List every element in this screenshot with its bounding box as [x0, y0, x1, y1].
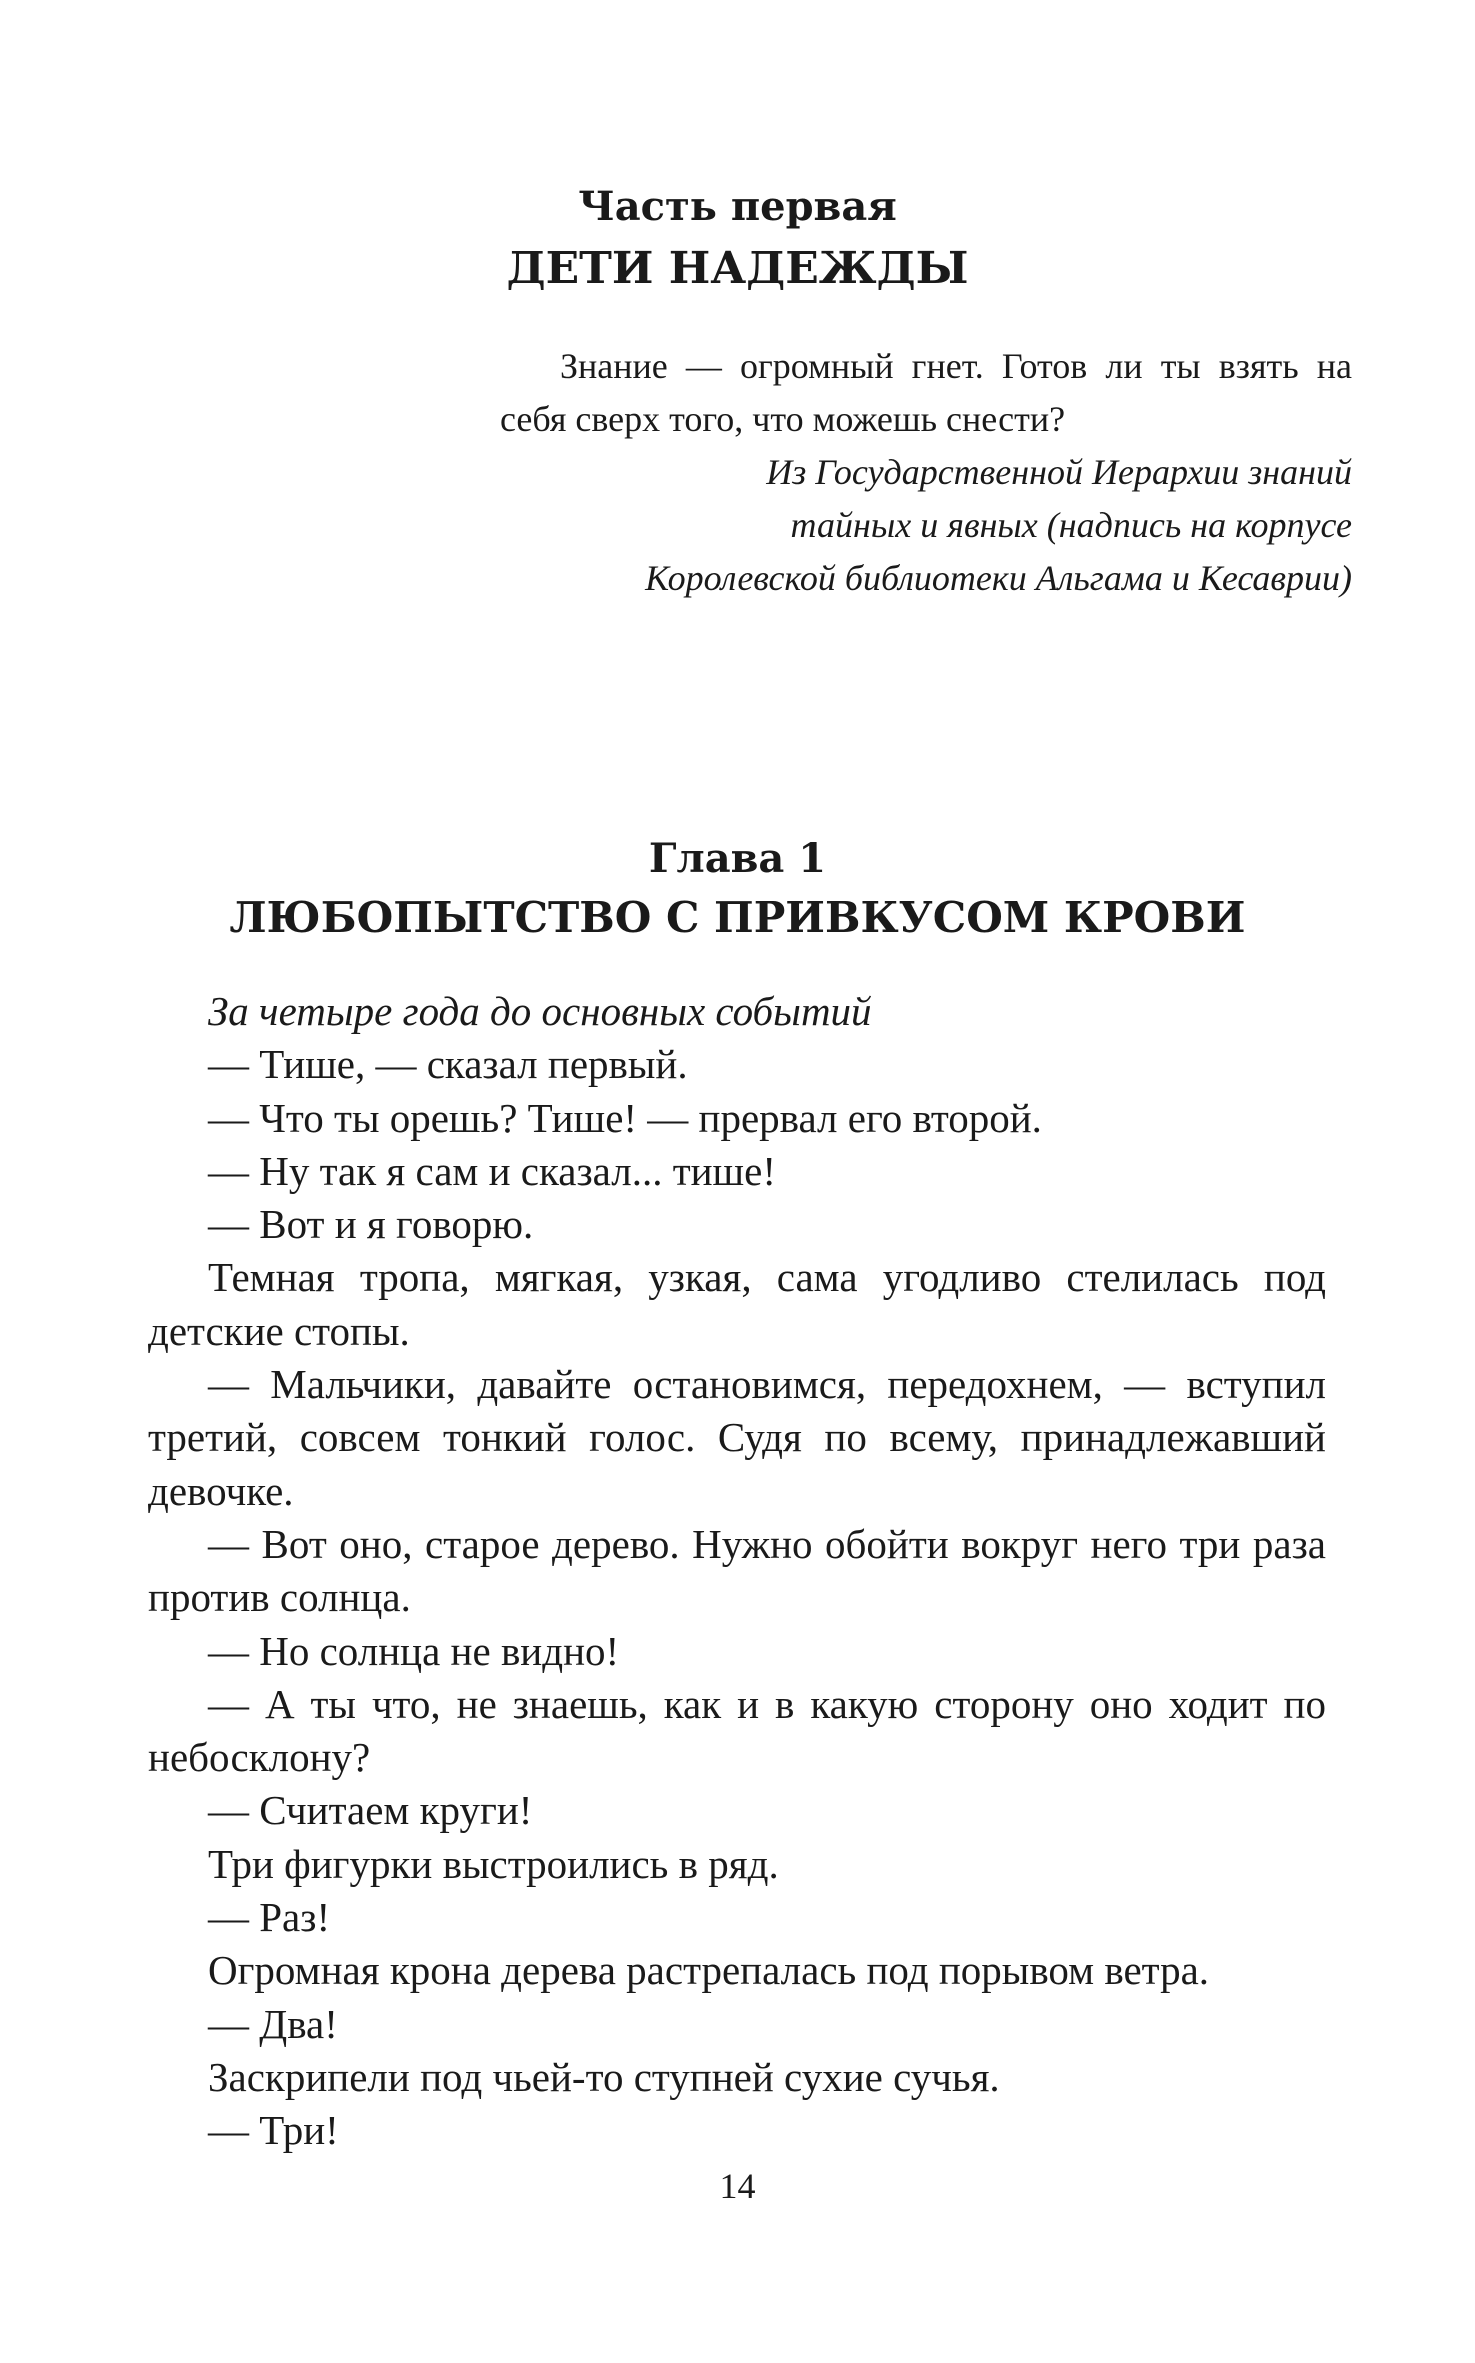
- epigraph-source-line: Королевской библиотеки Альгама и Кесаврии): [645, 558, 1352, 598]
- paragraph: — Считаем круги!: [208, 1787, 533, 1834]
- page-number: 14: [719, 2166, 756, 2206]
- paragraph: — Но солнца не видно!: [208, 1627, 620, 1674]
- paragraph: Темная тропа, мягкая, узкая, сама угодливо стелилась под детские стопы.: [148, 1254, 1326, 1354]
- chapter-title: ЛЮБОПЫТСТВО С ПРИВКУСОМ КРОВИ: [229, 893, 1246, 942]
- paragraph: — Вот оно, старое дерево. Нужно обойти вокруг него три раза против солнца.: [148, 1520, 1326, 1621]
- epigraph-text: Знание — огромный гнет. Готов ли ты взять на себя сверх того, что можешь снести?: [500, 346, 1352, 439]
- paragraph: Три фигурки выстроились в ряд.: [208, 1840, 779, 1887]
- paragraph: Заскрипели под чьей-то ступней сухие сучья.: [208, 2053, 1000, 2100]
- paragraph: — Вот и я говорю.: [208, 1201, 534, 1248]
- paragraph: — Раз!: [208, 1894, 331, 1941]
- chapter-body: [148, 985, 1326, 2158]
- epigraph-source: [500, 446, 1352, 605]
- time-note: За четыре года до основных событий: [208, 988, 872, 1034]
- paragraph: — Тише, — сказал первый.: [208, 1041, 688, 1088]
- part-name: ДЕТИ НАДЕЖДЫ: [506, 243, 969, 294]
- paragraph: Огромная крона дерева растрепалась под порывом ветра.: [208, 1947, 1210, 1994]
- part-title: Часть первая: [578, 183, 897, 230]
- epigraph-source-line: тайных и явных (надпись на корпусе: [790, 505, 1352, 545]
- paragraph: — Ну так я сам и сказал... тише!: [208, 1147, 776, 1194]
- epigraph-source-line: Из Государственной Иерархии знаний: [766, 452, 1352, 492]
- paragraph: — Два!: [208, 2000, 338, 2047]
- paragraph: — Мальчики, давайте остановимся, передохнем, — вступил третий, совсем тонкий голос. Судя по всему, принадлежавший девочке.: [148, 1361, 1326, 1514]
- chapter-number: Глава 1: [648, 835, 827, 882]
- paragraph: — А ты что, не знаешь, как и в какую сторону оно ходит по небосклону?: [148, 1680, 1326, 1781]
- paragraph: — Три!: [208, 2107, 339, 2154]
- epigraph: [500, 340, 1352, 605]
- paragraph: — Что ты орешь? Тише! — прервал его второй.: [208, 1094, 1042, 1141]
